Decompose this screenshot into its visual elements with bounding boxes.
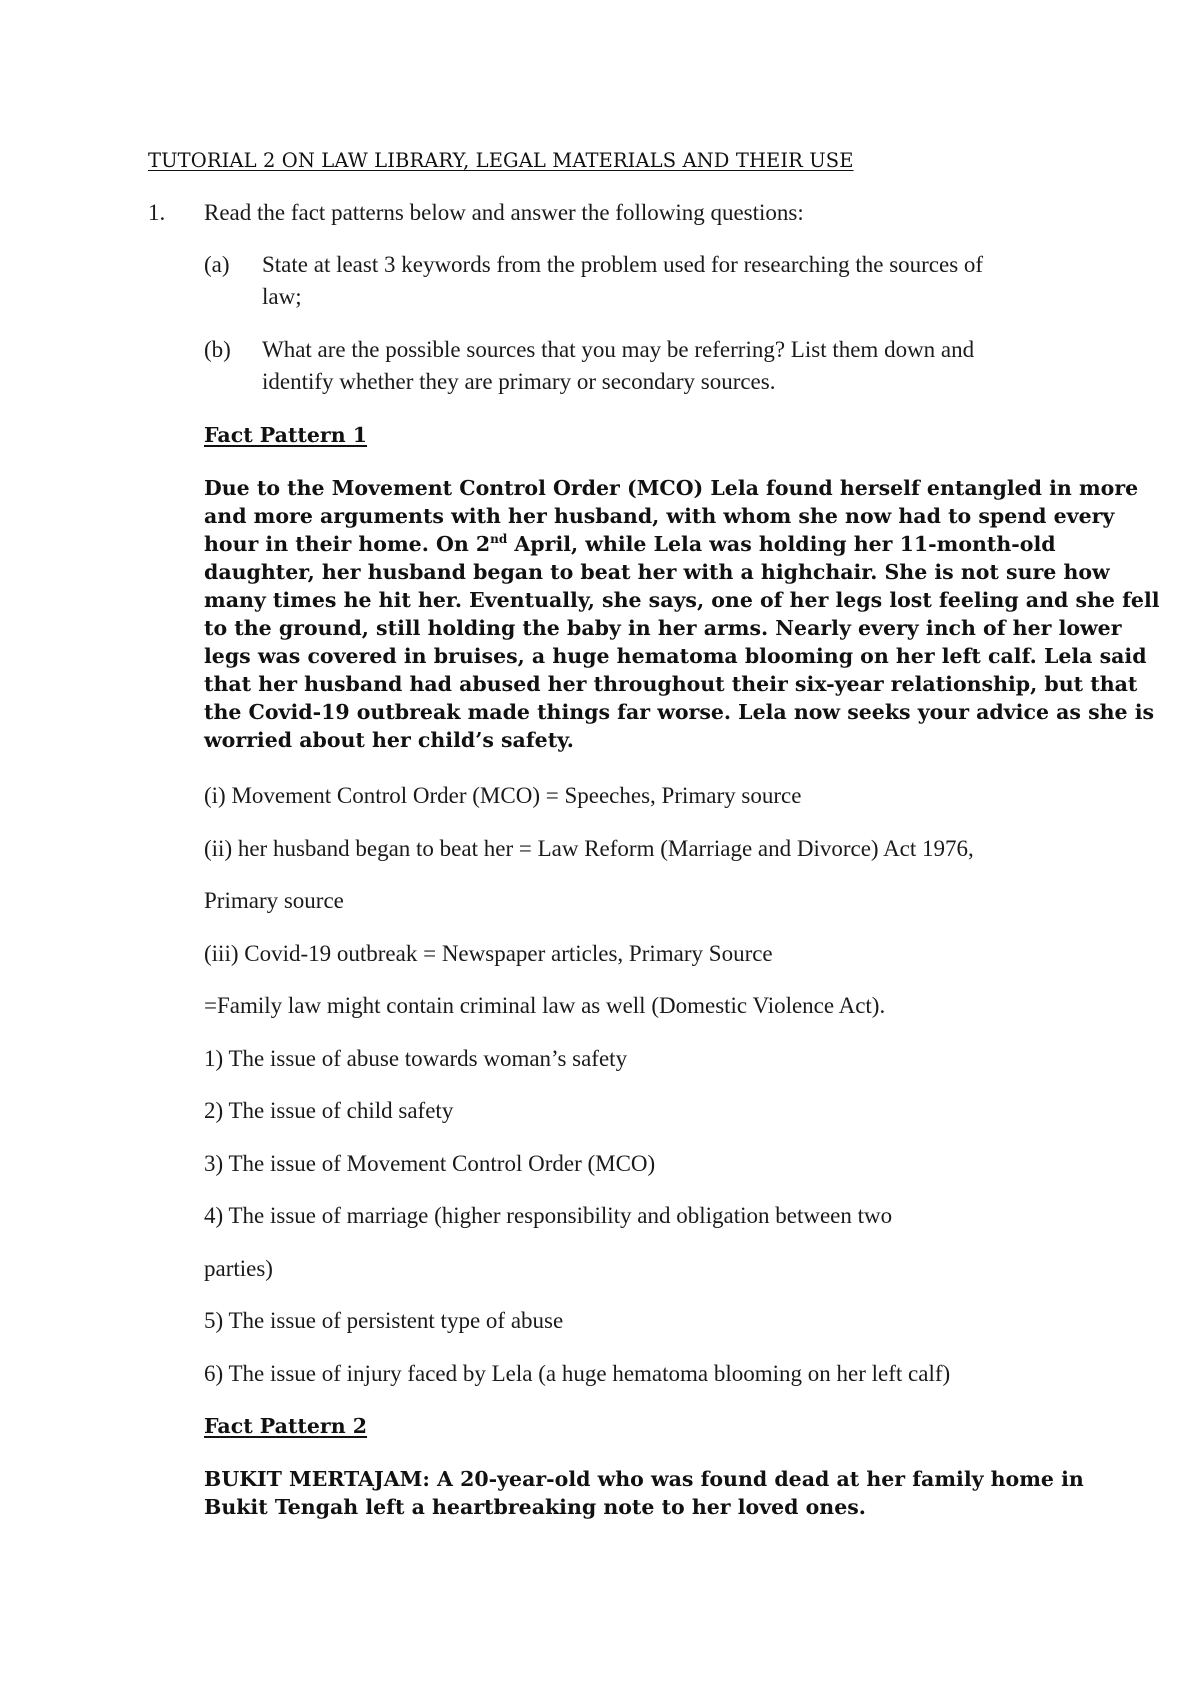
fact-pattern-1-line: many times he hit her. Eventually, she says, one of her legs lost feeling and she fell <box>204 588 1160 612</box>
fact-pattern-1-line: that her husband had abused her throughout their six-year relationship, but that <box>204 672 1138 696</box>
sub-question-a-line: State at least 3 keywords from the problem used for researching the sources of <box>262 252 984 277</box>
question-text: Read the fact patterns below and answer the following questions: <box>204 200 804 225</box>
issue-item: 6) The issue of injury faced by Lela (a huge hematoma blooming on her left calf) <box>204 1361 951 1386</box>
fact-pattern-1-line: to the ground, still holding the baby in her arms. Nearly every inch of her lower <box>204 616 1122 640</box>
answer-line: =Family law might contain criminal law as well (Domestic Violence Act). <box>204 993 886 1018</box>
fact-pattern-1-heading: Fact Pattern 1 <box>204 423 368 447</box>
sub-question-a-line: law; <box>262 284 302 309</box>
sub-question-b-line: identify whether they are primary or secondary sources. <box>262 369 776 394</box>
sub-question-b-label: (b) <box>204 337 231 362</box>
fact-pattern-1-line: worried about her child’s safety. <box>204 728 574 752</box>
issue-item: 5) The issue of persistent type of abuse <box>204 1308 564 1333</box>
issue-item: 3) The issue of Movement Control Order (MCO) <box>204 1151 656 1176</box>
question-number: 1. <box>148 200 166 225</box>
issue-item: 4) The issue of marriage (higher responsibility and obligation between two <box>204 1203 893 1228</box>
document-title: TUTORIAL 2 ON LAW LIBRARY, LEGAL MATERIALS AND THEIR USE <box>148 149 854 172</box>
fact-pattern-2-line: BUKIT MERTAJAM: A 20-year-old who was found dead at her family home in <box>204 1467 1084 1491</box>
sub-question-a-label: (a) <box>204 252 230 277</box>
fact-pattern-2-heading: Fact Pattern 2 <box>204 1414 368 1438</box>
fact-pattern-1-line: and more arguments with her husband, with whom she now had to spend every <box>204 504 1115 528</box>
fact-pattern-1-line: daughter, her husband began to beat her with a highchair. She is not sure how <box>204 560 1110 584</box>
fact-pattern-2-line: Bukit Tengah left a heartbreaking note to her loved ones. <box>204 1495 866 1519</box>
answer-line: (ii) her husband began to beat her = Law Reform (Marriage and Divorce) Act 1976, <box>204 836 974 861</box>
issue-item: 1) The issue of abuse towards woman’s safety <box>204 1046 628 1071</box>
answer-line: Primary source <box>204 888 344 913</box>
answer-line: (iii) Covid-19 outbreak = Newspaper articles, Primary Source <box>204 941 773 966</box>
issue-item: parties) <box>204 1256 273 1281</box>
answer-line: (i) Movement Control Order (MCO) = Speeches, Primary source <box>204 783 802 808</box>
fact-pattern-1-line: legs was covered in bruises, a huge hematoma blooming on her left calf. Lela said <box>204 644 1147 668</box>
sub-question-b-line: What are the possible sources that you may be referring? List them down and <box>262 337 975 362</box>
issue-item: 2) The issue of child safety <box>204 1098 454 1123</box>
fact-pattern-1-line: hour in their home. On 2nd April, while Lela was holding her 11-month-old <box>204 532 1056 556</box>
fact-pattern-1-line: Due to the Movement Control Order (MCO) Lela found herself entangled in more <box>204 476 1139 500</box>
fact-pattern-1-line: the Covid-19 outbreak made things far worse. Lela now seeks your advice as she is <box>204 700 1155 724</box>
